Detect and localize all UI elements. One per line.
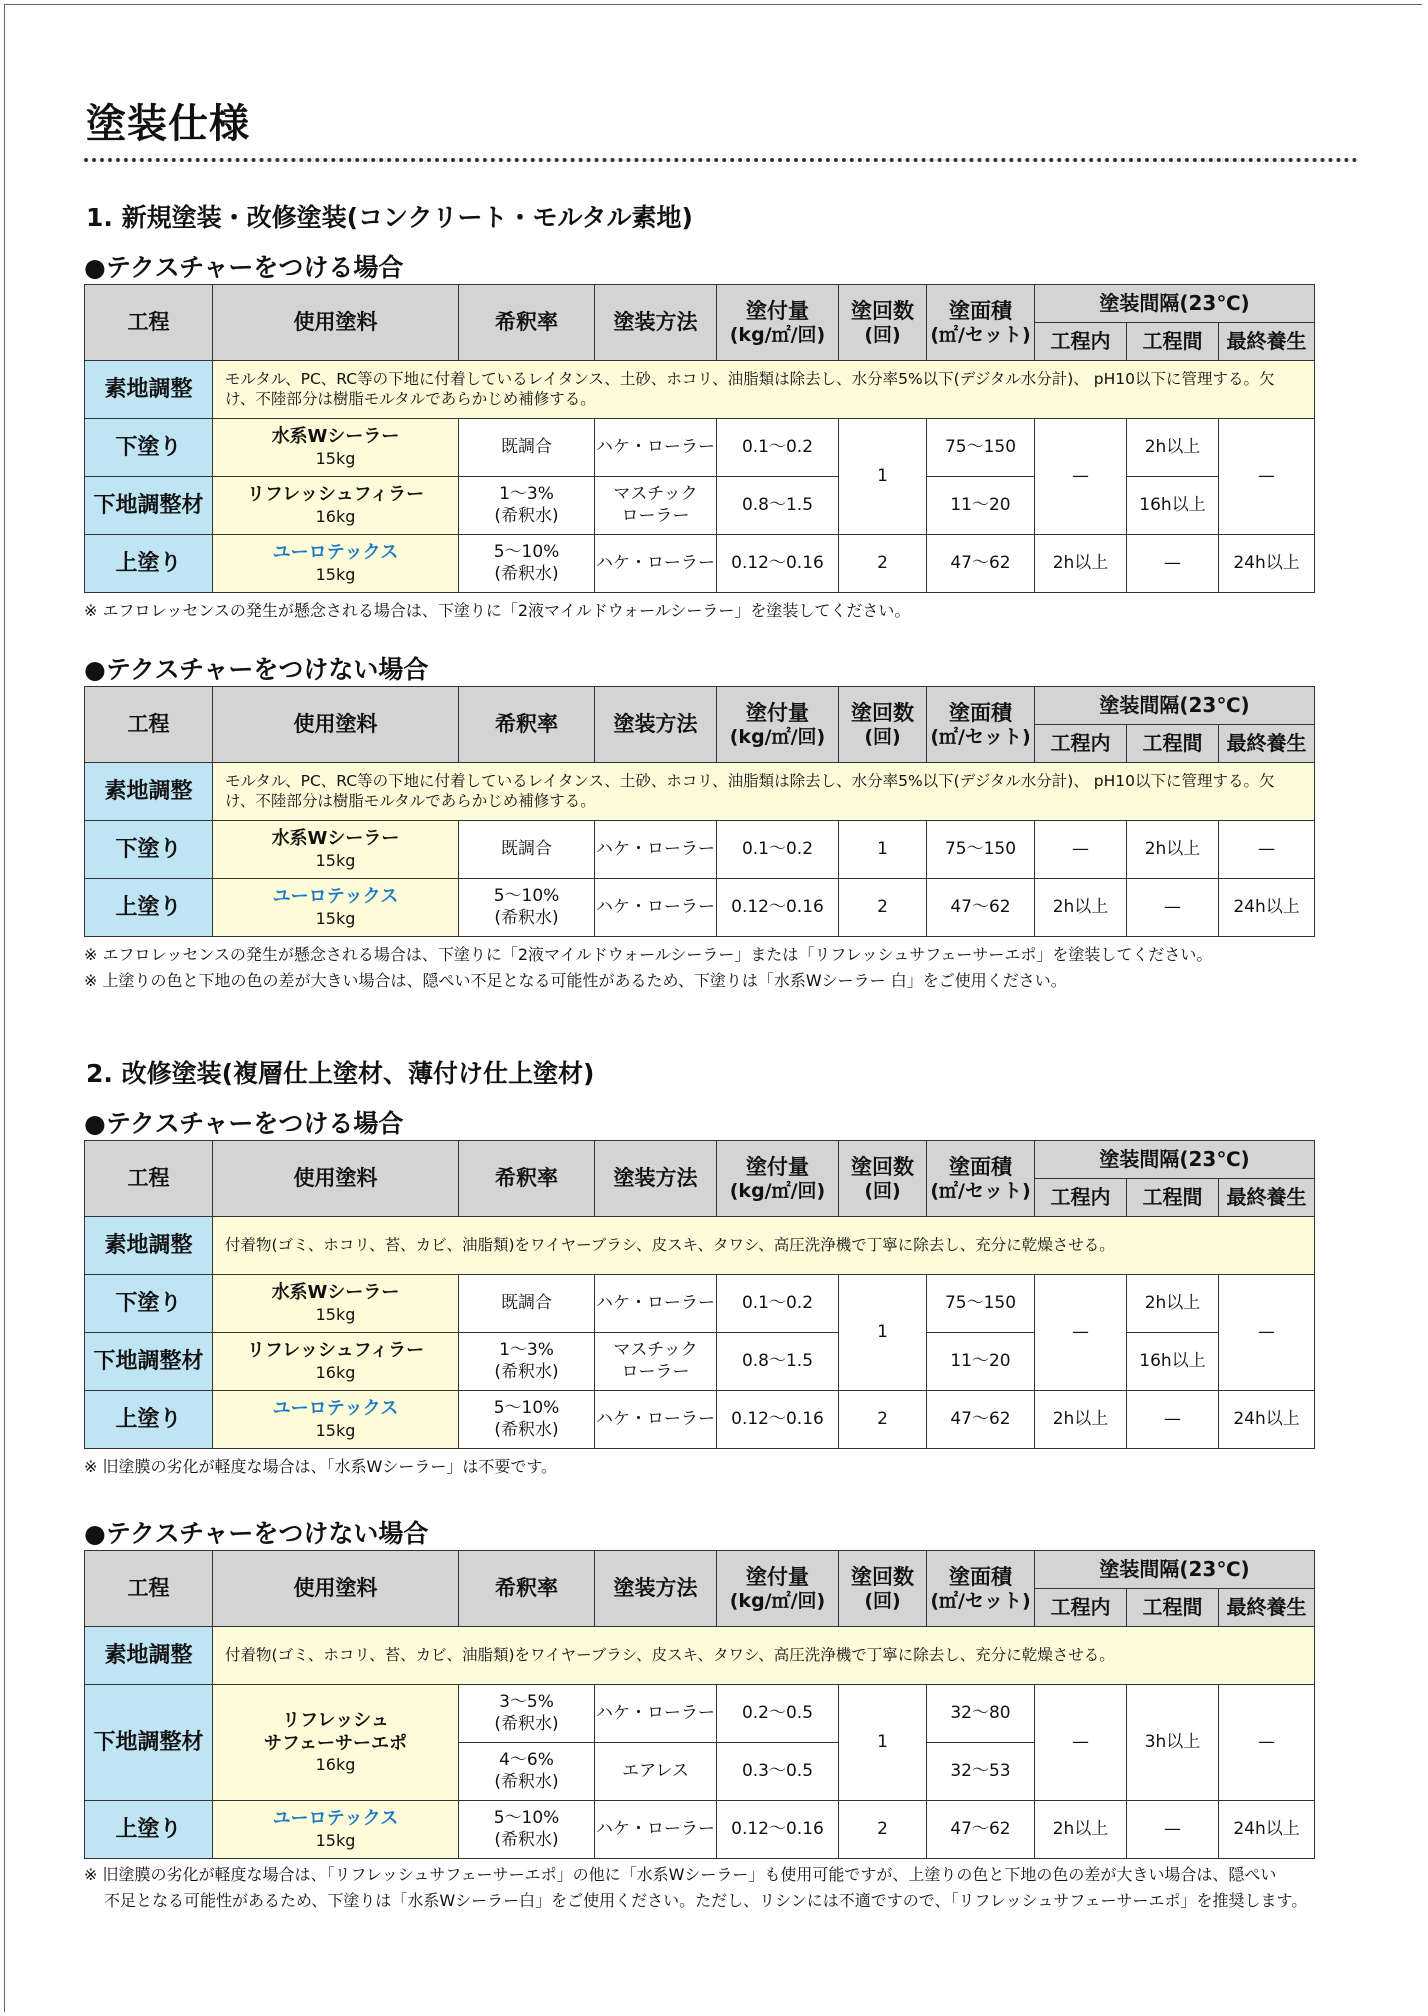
row1-material: リフレッシュ サフェーサーエポ 16kg [213,1685,459,1801]
row1-process: 下塗り [85,419,213,477]
row1-area: 75～150 [927,821,1035,879]
row3-count: 2 [839,1391,927,1449]
row2-method: マスチック ローラー [595,477,717,535]
row1-count: 1 [839,821,927,879]
row2-area: 11～20 [927,477,1035,535]
row1-area: 75～150 [927,419,1035,477]
row1b-method: エアレス [595,1743,717,1801]
row1-method: ハケ・ローラー [595,821,717,879]
row1-dilution: 既調合 [459,821,595,879]
row1-cure: — [1219,821,1315,879]
section2-b-footnote2: 不足となる可能性があるため、下塗りは「水系Wシーラー白」をご使用ください。ただし、リシンには不適ですので、「リフレッシュサフェーサーエポ」を推奨します。 [104,1891,1308,1910]
row1-cure: — [1219,1685,1315,1801]
header-process: 工程 [85,1141,213,1217]
row3-within: 2h以上 [1035,535,1127,593]
row1-process: 下地調整材 [85,1685,213,1801]
row1-between: 2h以上 [1127,419,1219,477]
row3-dilution: 5～10% (希釈水) [459,535,595,593]
header-between: 工程間 [1127,323,1219,361]
section2-b-subtitle: ●テクスチャーをつけない場合 [84,1519,429,1548]
header-dilution: 希釈率 [459,1551,595,1627]
header-process: 工程 [85,1551,213,1627]
header-method: 塗装方法 [595,1141,717,1217]
header-amount: 塗付量 (kg/㎡/回) [717,1141,839,1217]
row2-process: 上塗り [85,1801,213,1859]
section2-title: 2. 改修塗装(複層仕上塗材、薄付け仕上塗材) [86,1059,595,1088]
row3-material: ユーロテックス 15kg [213,535,459,593]
row1-within: — [1035,1685,1127,1801]
row3-area: 47～62 [927,1391,1035,1449]
dotted-divider [84,158,1358,162]
section1-a-footnote: ※ エフロレッセンスの発生が懸念される場合は、下塗りに「2液マイルドウォールシーラー」を塗装してください。 [84,601,911,620]
header-process: 工程 [85,687,213,763]
row3-process: 上塗り [85,1391,213,1449]
section2-b-table [84,1550,1315,1859]
header-material: 使用塗料 [213,285,459,361]
section2-b-footnote1: ※ 旧塗膜の劣化が軽度な場合は、「リフレッシュサフェーサーエポ」の他に「水系Wシーラー」も使用可能ですが、上塗りの色と下地の色の差が大きい場合は、隠ぺい [84,1865,1277,1884]
row2-area: 47～62 [927,1801,1035,1859]
row3-method: ハケ・ローラー [595,535,717,593]
header-area: 塗面積 (㎡/セット) [927,285,1035,361]
section1-b-footnote2: ※ 上塗りの色と下地の色の差が大きい場合は、隠ぺい不足となる可能性があるため、下塗りは「水系Wシーラー 白」をご使用ください。 [84,971,1067,990]
section1-title: 1. 新規塗装・改修塗装(コンクリート・モルタル素地) [86,203,693,232]
row2-between: 16h以上 [1127,477,1219,535]
row2-amount: 0.12～0.16 [717,879,839,937]
row2-between: — [1127,879,1219,937]
row2-between: 16h以上 [1127,1333,1219,1391]
shared-cure: — [1219,1275,1315,1391]
row1-amount: 0.1～0.2 [717,1275,839,1333]
header-between: 工程間 [1127,1179,1219,1217]
header-cure: 最終養生 [1219,323,1315,361]
row1-method: ハケ・ローラー [595,1275,717,1333]
section1-a-subtitle: ●テクスチャーをつける場合 [84,253,404,282]
row2-between: — [1127,1801,1219,1859]
row1-between: 3h以上 [1127,1685,1219,1801]
row1b-dilution: 4～6% (希釈水) [459,1743,595,1801]
row2-material: ユーロテックス 15kg [213,879,459,937]
row2-amount: 0.8～1.5 [717,477,839,535]
header-method: 塗装方法 [595,687,717,763]
header-area: 塗面積 (㎡/セット) [927,1141,1035,1217]
row-prep-label: 素地調整 [85,763,213,821]
row-prep-note: 付着物(ゴミ、ホコリ、苔、カビ、油脂類)をワイヤーブラシ、皮スキ、タワシ、高圧洗浄機で丁寧に除去し、充分に乾燥させる。 [213,1627,1315,1685]
row2-count: 2 [839,1801,927,1859]
row1-material: 水系Wシーラー 15kg [213,1275,459,1333]
row2-material: ユーロテックス 15kg [213,1801,459,1859]
header-count: 塗回数 (回) [839,687,927,763]
row2-amount: 0.8～1.5 [717,1333,839,1391]
row3-dilution: 5～10% (希釈水) [459,1391,595,1449]
row2-material: リフレッシュフィラー 16kg [213,1333,459,1391]
row1-process: 下塗り [85,1275,213,1333]
shared-within: — [1035,419,1127,535]
section2-a-footnote: ※ 旧塗膜の劣化が軽度な場合は、「水系Wシーラー」は不要です。 [84,1457,558,1476]
section1-b-footnotes [84,942,1212,994]
row1a-amount: 0.2～0.5 [717,1685,839,1743]
header-cure: 最終養生 [1219,1179,1315,1217]
shared-count: 1 [839,419,927,535]
header-area: 塗面積 (㎡/セット) [927,1551,1035,1627]
row2-dilution: 5～10% (希釈水) [459,1801,595,1859]
row-prep-note: モルタル、PC、RC等の下地に付着しているレイタンス、土砂、ホコリ、油脂類は除去し、水分率5%以下(デジタル水分計)、 pH10以下に管理する。欠け、不陸部分は樹脂モルタルであらかじめ補修する。 [213,361,1315,419]
header-count: 塗回数 (回) [839,1551,927,1627]
page-title: 塗装仕様 [86,101,250,147]
row1-process: 下塗り [85,821,213,879]
row1-method: ハケ・ローラー [595,419,717,477]
row3-method: ハケ・ローラー [595,1391,717,1449]
section1-b-table [84,686,1315,937]
row2-process: 下地調整材 [85,1333,213,1391]
header-material: 使用塗料 [213,1551,459,1627]
row1-count: 1 [839,1685,927,1801]
row2-method: マスチック ローラー [595,1333,717,1391]
header-cure: 最終養生 [1219,1589,1315,1627]
row2-area: 47～62 [927,879,1035,937]
header-dilution: 希釈率 [459,1141,595,1217]
row3-between: — [1127,535,1219,593]
row3-area: 47～62 [927,535,1035,593]
header-cure: 最終養生 [1219,725,1315,763]
header-count: 塗回数 (回) [839,285,927,361]
row2-area: 11～20 [927,1333,1035,1391]
row1-area: 75～150 [927,1275,1035,1333]
row2-cure: 24h以上 [1219,1801,1315,1859]
row1-amount: 0.1～0.2 [717,419,839,477]
header-dilution: 希釈率 [459,285,595,361]
header-within: 工程内 [1035,1589,1127,1627]
header-material: 使用塗料 [213,1141,459,1217]
section1-a-table [84,284,1315,593]
row-prep-label: 素地調整 [85,1627,213,1685]
header-dilution: 希釈率 [459,687,595,763]
row-prep-note: モルタル、PC、RC等の下地に付着しているレイタンス、土砂、ホコリ、油脂類は除去し、水分率5%以下(デジタル水分計)、 pH10以下に管理する。欠け、不陸部分は樹脂モルタルであらかじめ補修する。 [213,763,1315,821]
row1-between: 2h以上 [1127,1275,1219,1333]
row2-within: 2h以上 [1035,879,1127,937]
row3-cure: 24h以上 [1219,535,1315,593]
row2-dilution: 1～3% (希釈水) [459,477,595,535]
section2-a-subtitle: ●テクスチャーをつける場合 [84,1109,404,1138]
row1-material: 水系Wシーラー 15kg [213,821,459,879]
header-method: 塗装方法 [595,1551,717,1627]
row2-material: リフレッシュフィラー 16kg [213,477,459,535]
row3-amount: 0.12～0.16 [717,1391,839,1449]
header-method: 塗装方法 [595,285,717,361]
row1a-method: ハケ・ローラー [595,1685,717,1743]
row3-material: ユーロテックス 15kg [213,1391,459,1449]
section2-a-table [84,1140,1315,1449]
header-between: 工程間 [1127,725,1219,763]
row3-within: 2h以上 [1035,1391,1127,1449]
row3-between: — [1127,1391,1219,1449]
section2-b-footnotes [84,1862,1307,1914]
row2-process: 下地調整材 [85,477,213,535]
row1b-amount: 0.3～0.5 [717,1743,839,1801]
row-prep-label: 素地調整 [85,361,213,419]
row2-process: 上塗り [85,879,213,937]
row2-dilution: 1～3% (希釈水) [459,1333,595,1391]
row1-amount: 0.1～0.2 [717,821,839,879]
row1-dilution: 既調合 [459,419,595,477]
header-material: 使用塗料 [213,687,459,763]
header-interval: 塗装間隔(23℃) [1035,1551,1315,1589]
row1a-dilution: 3～5% (希釈水) [459,1685,595,1743]
header-between: 工程間 [1127,1589,1219,1627]
row2-cure: 24h以上 [1219,879,1315,937]
header-area: 塗面積 (㎡/セット) [927,687,1035,763]
row3-amount: 0.12～0.16 [717,535,839,593]
header-within: 工程内 [1035,1179,1127,1217]
header-count: 塗回数 (回) [839,1141,927,1217]
row3-process: 上塗り [85,535,213,593]
shared-count: 1 [839,1275,927,1391]
shared-cure: — [1219,419,1315,535]
header-interval: 塗装間隔(23℃) [1035,687,1315,725]
row2-count: 2 [839,879,927,937]
section1-b-subtitle: ●テクスチャーをつけない場合 [84,655,429,684]
row1-within: — [1035,821,1127,879]
header-within: 工程内 [1035,725,1127,763]
section1-b-footnote1: ※ エフロレッセンスの発生が懸念される場合は、下塗りに「2液マイルドウォールシーラー」または「リフレッシュサフェーサーエポ」を塗装してください。 [84,945,1213,964]
header-process: 工程 [85,285,213,361]
row2-dilution: 5～10% (希釈水) [459,879,595,937]
row1a-area: 32～80 [927,1685,1035,1743]
header-within: 工程内 [1035,323,1127,361]
header-amount: 塗付量 (kg/㎡/回) [717,285,839,361]
row2-method: ハケ・ローラー [595,1801,717,1859]
header-interval: 塗装間隔(23℃) [1035,285,1315,323]
row3-count: 2 [839,535,927,593]
header-amount: 塗付量 (kg/㎡/回) [717,1551,839,1627]
header-amount: 塗付量 (kg/㎡/回) [717,687,839,763]
header-interval: 塗装間隔(23℃) [1035,1141,1315,1179]
row3-cure: 24h以上 [1219,1391,1315,1449]
row-prep-label: 素地調整 [85,1217,213,1275]
row1-between: 2h以上 [1127,821,1219,879]
row-prep-note: 付着物(ゴミ、ホコリ、苔、カビ、油脂類)をワイヤーブラシ、皮スキ、タワシ、高圧洗浄機で丁寧に除去し、充分に乾燥させる。 [213,1217,1315,1275]
row2-amount: 0.12～0.16 [717,1801,839,1859]
row1b-area: 32～53 [927,1743,1035,1801]
row2-within: 2h以上 [1035,1801,1127,1859]
row2-method: ハケ・ローラー [595,879,717,937]
row1-dilution: 既調合 [459,1275,595,1333]
shared-within: — [1035,1275,1127,1391]
row1-material: 水系Wシーラー 15kg [213,419,459,477]
